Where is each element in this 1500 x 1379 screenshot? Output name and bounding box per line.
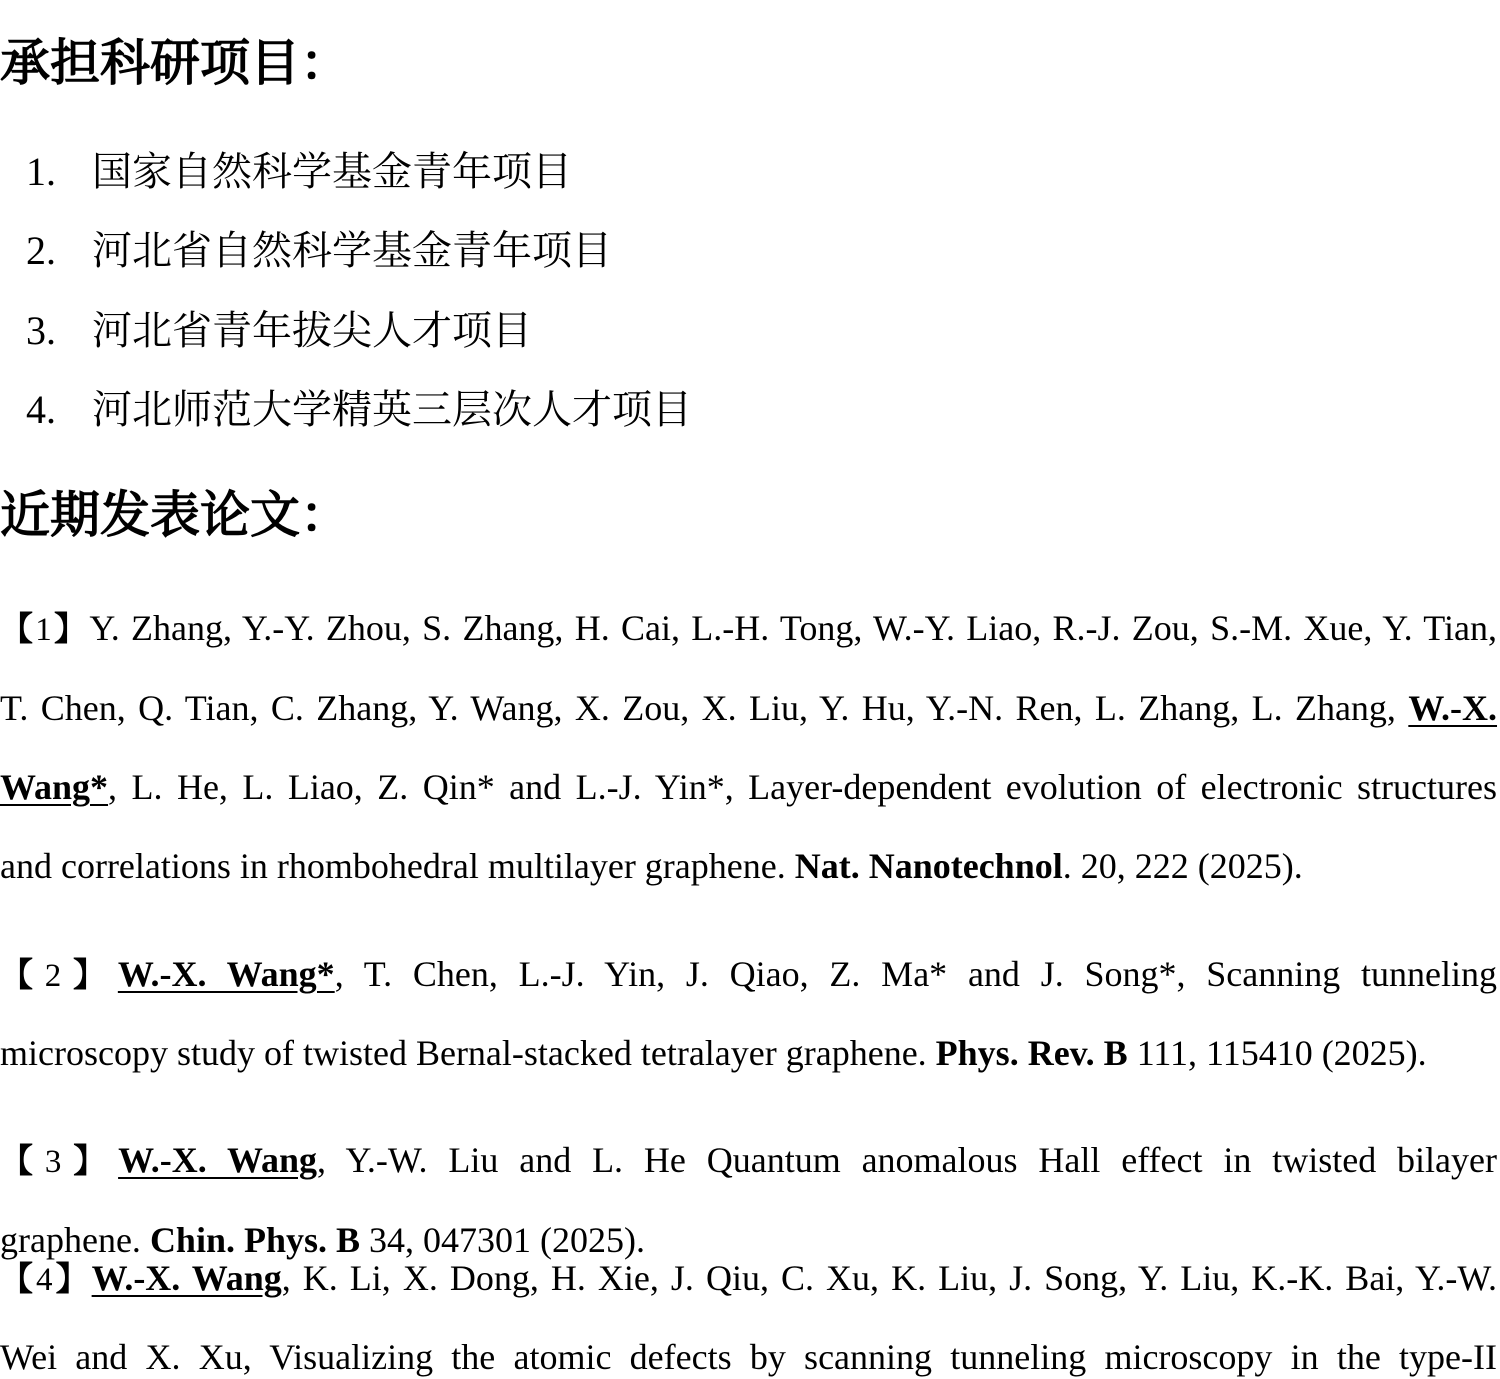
project-item: [26, 385, 692, 435]
paper-text: , K. Li, X. Dong, H. Xie, J. Qiu, C. Xu, K. Liu, J. Song, Y. Liu, K.-K. Bai, Y.-W.: [281, 1258, 1498, 1298]
paper-text: , Y.-W. Liu and L. He Quantum anomalous Hall effect in twisted bilayer: [317, 1140, 1498, 1180]
project-item: [26, 306, 532, 356]
paper-text: Wei and X. Xu, Visualizing the atomic defects by scanning tunneling microscopy in the type-II: [0, 1337, 1497, 1377]
project-number: 1.: [26, 149, 56, 194]
paper-number-bracket: 【3】: [0, 1141, 119, 1180]
project-text: 河北师范大学精英三层次人才项目: [92, 387, 692, 433]
highlighted-author: Wang*: [0, 767, 109, 807]
journal-name: Nat. Nanotechnol: [794, 846, 1063, 886]
project-number: 4.: [26, 387, 56, 432]
projects-section-title: 承担科研项目：: [0, 33, 350, 92]
papers-section-title: 近期发表论文：: [0, 485, 350, 544]
paper-number: 1: [35, 612, 52, 648]
paper-number-bracket: 【4】: [0, 1259, 92, 1298]
paper-number: 2: [44, 958, 62, 994]
paper-1-line-3: [0, 765, 1497, 809]
paper-number: 3: [44, 1144, 62, 1180]
paper-1-line-2: [0, 686, 1497, 730]
paper-text: and correlations in rhombohedral multilayer graphene.: [0, 846, 786, 886]
highlighted-author: W.-X. Wang*: [117, 954, 335, 994]
highlighted-author: W.-X. Wang: [91, 1258, 282, 1298]
project-text: 国家自然科学基金青年项目: [92, 149, 572, 195]
journal-name: Phys. Rev. B: [935, 1033, 1128, 1073]
project-item: [26, 147, 572, 197]
paper-2-line-2: [0, 1031, 1497, 1075]
paper-number-bracket: 【2】: [0, 955, 118, 994]
highlighted-author: W.-X. Wang: [118, 1140, 317, 1180]
journal-name: Chin. Phys. B: [149, 1220, 361, 1260]
project-text: 河北省自然科学基金青年项目: [92, 228, 612, 274]
highlighted-author: W.-X.: [1408, 688, 1498, 728]
paper-text: , T. Chen, L.-J. Yin, J. Qiao, Z. Ma* and J. Song*, Scanning tunneling: [334, 954, 1498, 994]
paper-text: T. Chen, Q. Tian, C. Zhang, Y. Wang, X. Zou, X. Liu, Y. Hu, Y.-N. Ren, L. Zhang, L. Zhang,: [0, 688, 1396, 728]
paper-number-bracket: 【1】: [0, 609, 90, 648]
paper-3-line-1: [0, 1138, 1497, 1184]
paper-1-line-4: [0, 844, 1497, 888]
project-text: 河北省青年拔尖人才项目: [92, 308, 532, 354]
paper-text: graphene.: [0, 1220, 141, 1260]
paper-1-line-1: [0, 606, 1497, 652]
paper-2-line-1: [0, 952, 1497, 998]
paper-text: microscopy study of twisted Bernal-stacked tetralayer graphene.: [0, 1033, 927, 1073]
citation: 111, 115410 (2025).: [1136, 1033, 1427, 1073]
citation: 34, 047301 (2025).: [369, 1220, 645, 1260]
paper-number: 4: [36, 1262, 53, 1298]
paper-text: , L. He, L. Liao, Z. Qin* and L.-J. Yin*, Layer-dependent evolution of electronic structures: [108, 767, 1497, 807]
project-number: 3.: [26, 308, 56, 353]
paper-text: Y. Zhang, Y.-Y. Zhou, S. Zhang, H. Cai, L.-H. Tong, W.-Y. Liao, R.-J. Zou, S.-M. Xue, Y. Tian,: [89, 608, 1497, 648]
paper-4-line-2: [0, 1335, 1497, 1379]
project-item: [26, 226, 612, 276]
citation: . 20, 222 (2025).: [1062, 846, 1303, 886]
paper-4-line-1: [0, 1256, 1497, 1302]
project-number: 2.: [26, 228, 56, 273]
